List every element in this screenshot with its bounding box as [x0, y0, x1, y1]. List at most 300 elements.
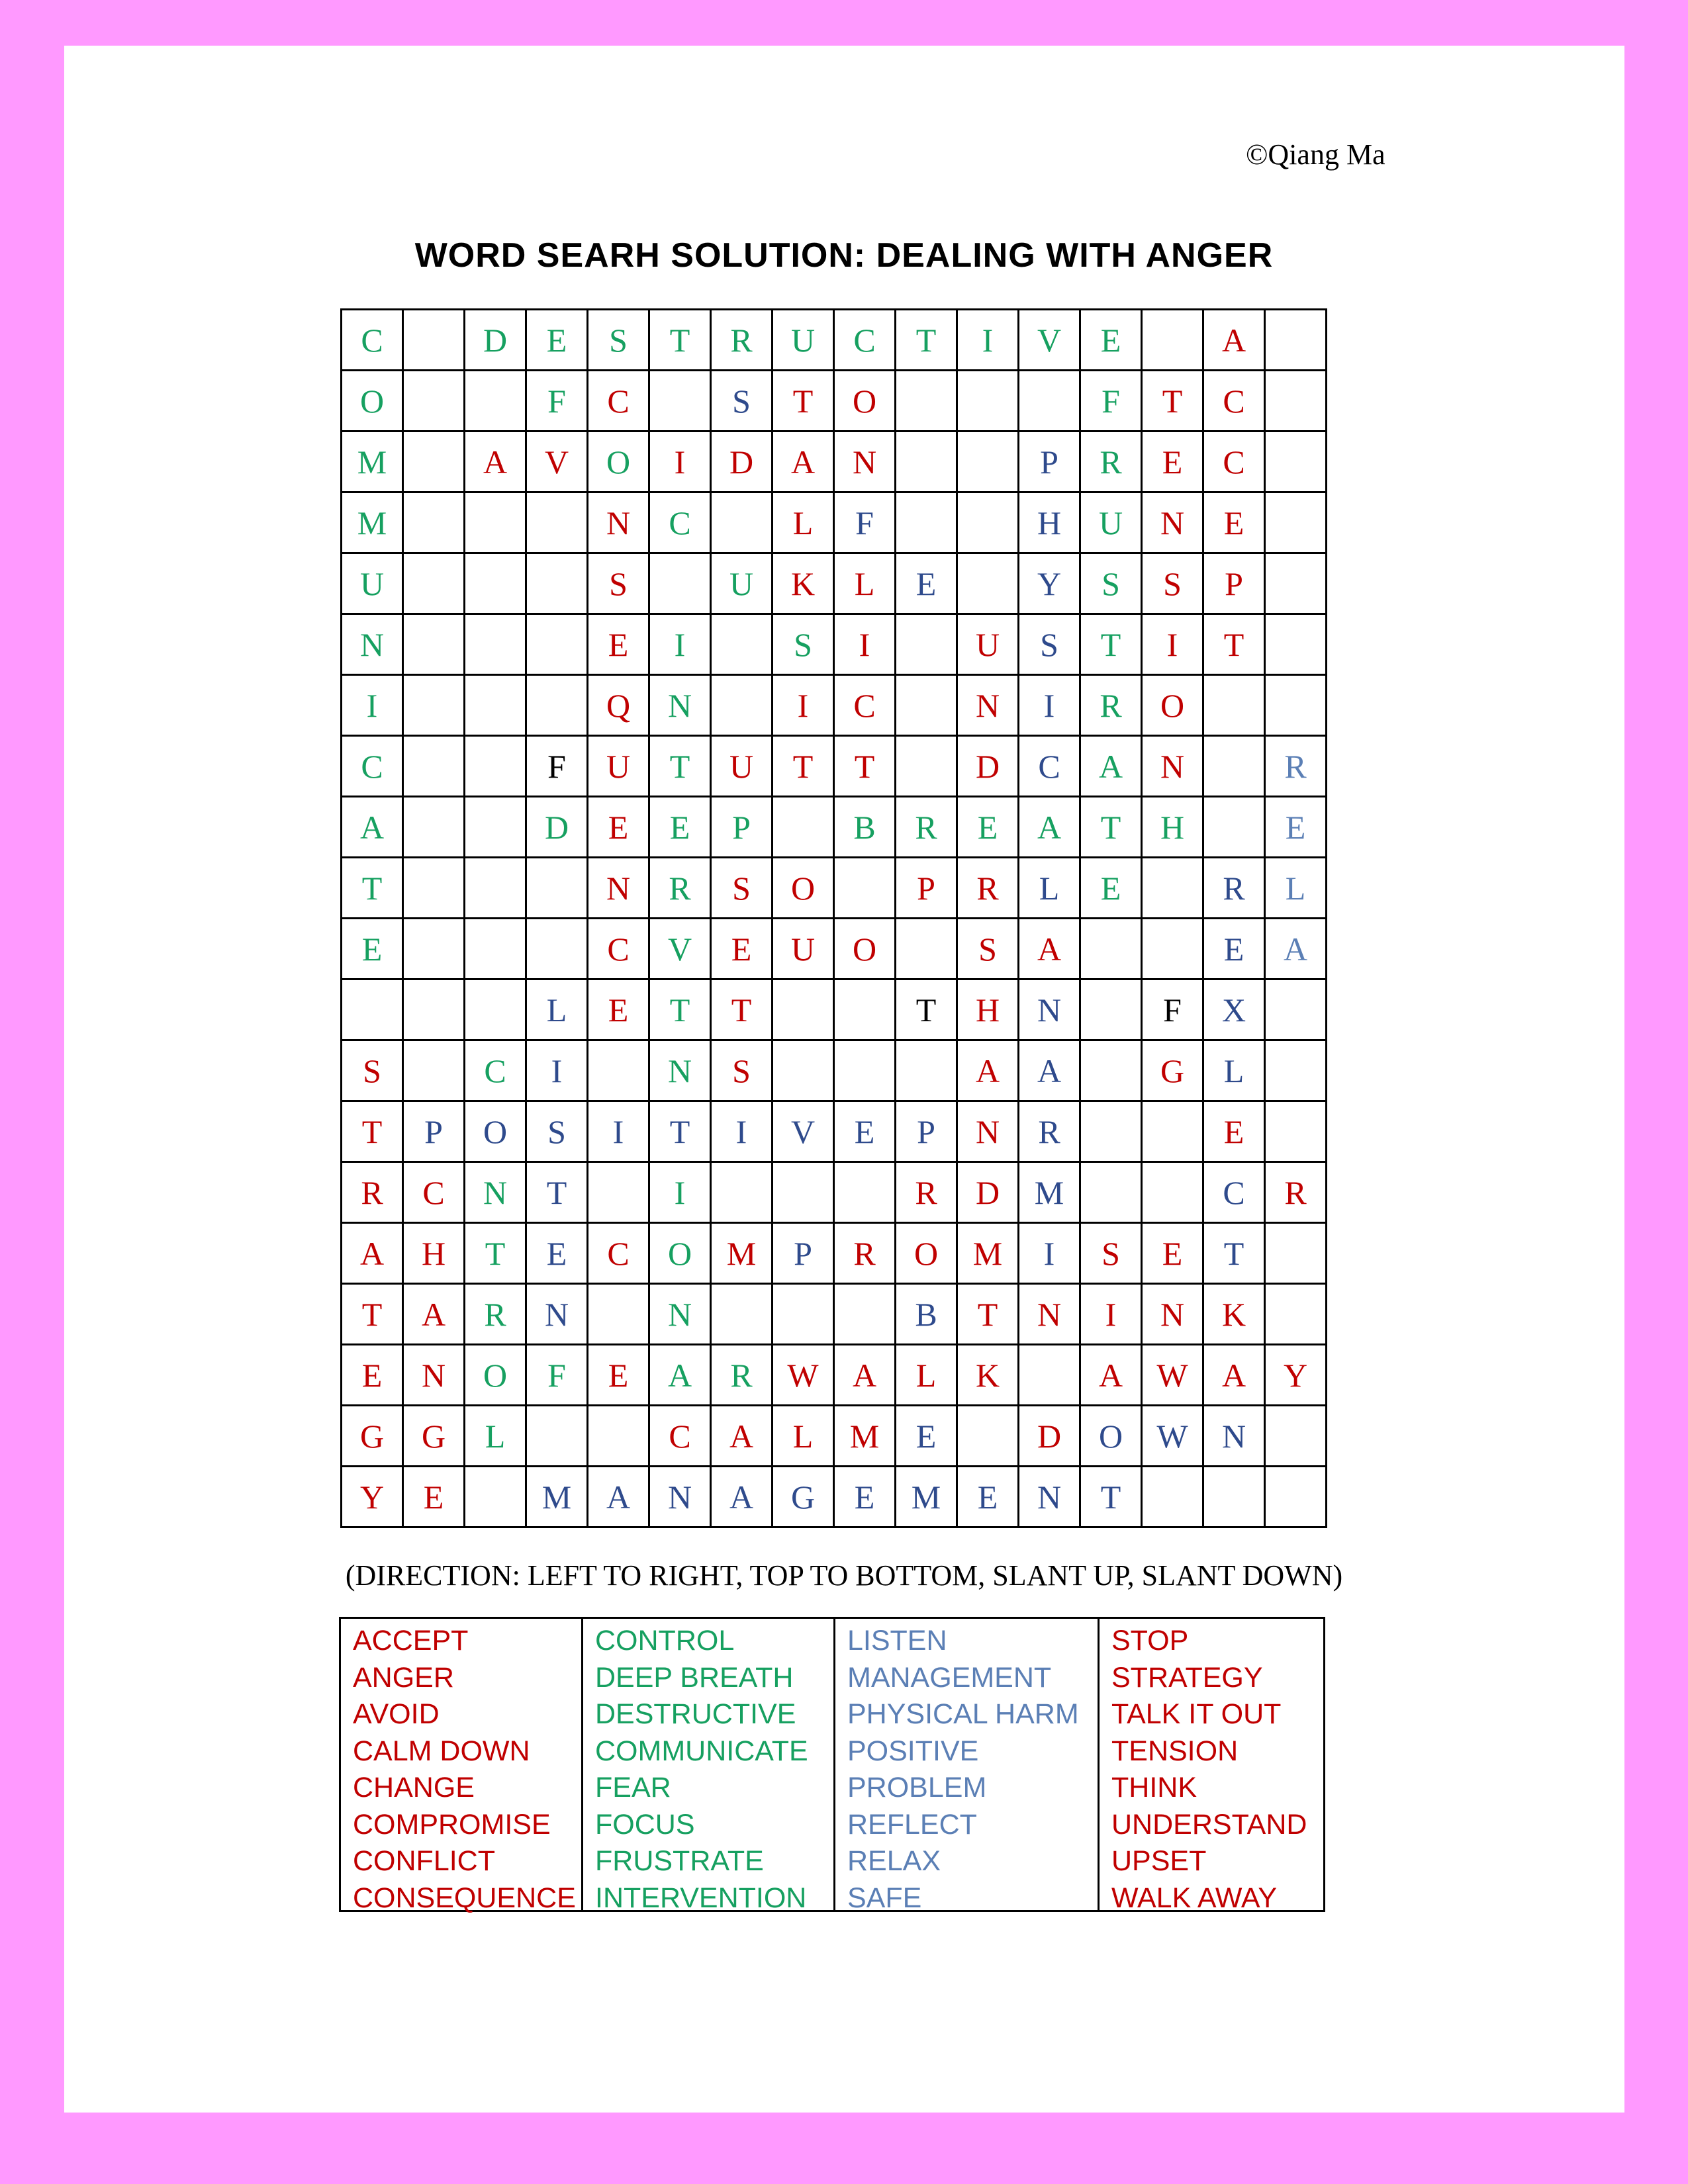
grid-cell: E [650, 797, 712, 858]
grid-cell [465, 858, 527, 919]
grid-cell [958, 371, 1019, 432]
grid-cell [1266, 615, 1327, 676]
grid-cell: C [650, 1406, 712, 1467]
grid-cell: T [1081, 797, 1143, 858]
word-list-column-1 [341, 1619, 583, 1914]
grid-cell: B [896, 1285, 958, 1345]
grid-cell: D [1019, 1406, 1081, 1467]
grid-cell: C [342, 310, 404, 371]
grid-cell: I [342, 676, 404, 737]
grid-cell: N [835, 432, 896, 493]
grid-cell: Q [588, 676, 650, 737]
grid-cell: O [1143, 676, 1204, 737]
grid-cell: I [527, 1041, 588, 1102]
grid-cell: I [650, 432, 712, 493]
grid-cell [1143, 1102, 1204, 1163]
grid-cell [465, 797, 527, 858]
grid-cell: R [1266, 1163, 1327, 1224]
grid-cell [465, 554, 527, 615]
grid-cell: W [1143, 1406, 1204, 1467]
grid-cell: I [588, 1102, 650, 1163]
grid-cell [404, 676, 465, 737]
grid-cell: S [773, 615, 835, 676]
word-item: ANGER [353, 1661, 454, 1694]
grid-cell: I [958, 310, 1019, 371]
grid-cell [404, 980, 465, 1041]
grid-cell: I [1081, 1285, 1143, 1345]
grid-cell: U [773, 310, 835, 371]
grid-cell [896, 371, 958, 432]
grid-cell [958, 1406, 1019, 1467]
grid-cell [1081, 1102, 1143, 1163]
grid-cell [1143, 858, 1204, 919]
grid-cell: T [1143, 371, 1204, 432]
word-item: CONFLICT [353, 1845, 495, 1877]
grid-cell [712, 493, 773, 554]
word-item: RELAX [847, 1845, 941, 1877]
grid-cell: N [650, 1467, 712, 1528]
grid-cell: L [465, 1406, 527, 1467]
grid-cell [404, 858, 465, 919]
grid-cell [1081, 980, 1143, 1041]
grid-cell: O [773, 858, 835, 919]
grid-cell: C [1019, 737, 1081, 797]
grid-cell: R [896, 797, 958, 858]
grid-cell: E [958, 1467, 1019, 1528]
grid-cell: E [527, 1224, 588, 1285]
grid-cell: A [588, 1467, 650, 1528]
grid-cell: T [1204, 615, 1266, 676]
grid-cell [1204, 1467, 1266, 1528]
grid-cell: C [650, 493, 712, 554]
grid-cell: I [1019, 1224, 1081, 1285]
grid-cell: P [1204, 554, 1266, 615]
grid-cell [835, 858, 896, 919]
grid-cell: T [342, 1102, 404, 1163]
grid-cell: A [1204, 1345, 1266, 1406]
grid-cell: R [958, 858, 1019, 919]
grid-cell: I [1143, 615, 1204, 676]
grid-cell [1266, 371, 1327, 432]
grid-cell: I [773, 676, 835, 737]
grid-cell: L [835, 554, 896, 615]
grid-cell: A [650, 1345, 712, 1406]
grid-cell: A [835, 1345, 896, 1406]
word-item: DEEP BREATH [595, 1661, 794, 1694]
grid-cell: R [1081, 432, 1143, 493]
grid-cell: I [712, 1102, 773, 1163]
grid-cell [1266, 432, 1327, 493]
grid-cell: T [650, 737, 712, 797]
grid-cell: S [1081, 554, 1143, 615]
grid-cell: E [896, 554, 958, 615]
grid-cell: E [835, 1467, 896, 1528]
grid-cell: Y [1266, 1345, 1327, 1406]
grid-cell: P [896, 858, 958, 919]
grid-cell: S [958, 919, 1019, 980]
grid-cell: S [1019, 615, 1081, 676]
grid-cell: N [1204, 1406, 1266, 1467]
grid-cell: C [404, 1163, 465, 1224]
grid-cell: I [650, 615, 712, 676]
grid-cell: E [896, 1406, 958, 1467]
grid-cell: L [773, 493, 835, 554]
grid-cell: O [835, 371, 896, 432]
grid-cell: A [1019, 797, 1081, 858]
grid-cell: S [588, 310, 650, 371]
grid-cell: S [712, 371, 773, 432]
grid-cell [1204, 737, 1266, 797]
grid-cell: O [896, 1224, 958, 1285]
grid-cell: C [1204, 432, 1266, 493]
grid-cell: N [1019, 1467, 1081, 1528]
grid-cell: E [1204, 919, 1266, 980]
grid-cell: E [1204, 1102, 1266, 1163]
word-item: PROBLEM [847, 1772, 987, 1803]
grid-cell [1266, 554, 1327, 615]
grid-cell: A [404, 1285, 465, 1345]
grid-cell [1081, 919, 1143, 980]
grid-cell: A [1081, 1345, 1143, 1406]
grid-cell: P [712, 797, 773, 858]
grid-cell [465, 371, 527, 432]
grid-cell: R [712, 310, 773, 371]
grid-cell: H [1019, 493, 1081, 554]
grid-cell [1143, 919, 1204, 980]
grid-cell: H [404, 1224, 465, 1285]
grid-cell: O [650, 1224, 712, 1285]
grid-cell [1266, 1041, 1327, 1102]
grid-cell [1266, 676, 1327, 737]
grid-cell [465, 676, 527, 737]
grid-cell: N [650, 1041, 712, 1102]
grid-cell [404, 797, 465, 858]
grid-cell [527, 493, 588, 554]
grid-cell [1204, 676, 1266, 737]
grid-cell [835, 1163, 896, 1224]
grid-cell [712, 676, 773, 737]
grid-cell: O [342, 371, 404, 432]
grid-cell [712, 1285, 773, 1345]
grid-cell: E [342, 1345, 404, 1406]
grid-cell [1266, 1224, 1327, 1285]
grid-cell [404, 493, 465, 554]
grid-cell [404, 371, 465, 432]
grid-cell [527, 919, 588, 980]
grid-cell [342, 980, 404, 1041]
grid-cell: S [342, 1041, 404, 1102]
grid-cell: G [404, 1406, 465, 1467]
grid-cell: T [1081, 615, 1143, 676]
page-title: WORD SEARH SOLUTION: DEALING WITH ANGER [414, 236, 1274, 275]
grid-cell: C [342, 737, 404, 797]
grid-cell [1143, 1467, 1204, 1528]
grid-cell [773, 1163, 835, 1224]
grid-cell: A [342, 797, 404, 858]
grid-cell: T [896, 980, 958, 1041]
grid-cell: S [712, 1041, 773, 1102]
grid-cell: U [773, 919, 835, 980]
grid-cell: I [650, 1163, 712, 1224]
grid-cell: O [465, 1102, 527, 1163]
grid-cell [1266, 493, 1327, 554]
grid-cell: P [404, 1102, 465, 1163]
grid-cell: E [588, 615, 650, 676]
grid-cell [465, 737, 527, 797]
grid-cell: E [1081, 858, 1143, 919]
grid-cell: U [1081, 493, 1143, 554]
grid-cell: H [958, 980, 1019, 1041]
grid-cell [896, 676, 958, 737]
grid-cell [527, 554, 588, 615]
grid-cell: E [1143, 432, 1204, 493]
grid-cell: U [712, 737, 773, 797]
grid-cell [404, 432, 465, 493]
grid-cell: R [650, 858, 712, 919]
grid-cell: R [835, 1224, 896, 1285]
word-item: POSITIVE [847, 1735, 979, 1767]
grid-cell: M [342, 432, 404, 493]
grid-cell: E [588, 797, 650, 858]
grid-cell: A [1019, 919, 1081, 980]
grid-cell [773, 1285, 835, 1345]
grid-cell: A [465, 432, 527, 493]
grid-cell: C [465, 1041, 527, 1102]
grid-cell: U [712, 554, 773, 615]
grid-cell [1081, 1041, 1143, 1102]
grid-cell [404, 919, 465, 980]
grid-cell: E [1081, 310, 1143, 371]
word-item: CALM DOWN [353, 1735, 530, 1767]
grid-cell [1266, 1467, 1327, 1528]
word-item: STRATEGY [1111, 1661, 1263, 1694]
word-item: TALK IT OUT [1111, 1698, 1282, 1730]
grid-cell: M [896, 1467, 958, 1528]
direction-note: (DIRECTION: LEFT TO RIGHT, TOP TO BOTTOM, SLANT UP, SLANT DOWN) [345, 1559, 1343, 1592]
grid-cell: E [712, 919, 773, 980]
grid-cell [404, 615, 465, 676]
grid-cell: S [712, 858, 773, 919]
grid-cell [1266, 310, 1327, 371]
grid-cell: E [342, 919, 404, 980]
word-item: SAFE [847, 1882, 922, 1914]
grid-cell: V [773, 1102, 835, 1163]
grid-cell: T [342, 858, 404, 919]
grid-cell: D [712, 432, 773, 493]
grid-cell: R [1081, 676, 1143, 737]
grid-cell: F [835, 493, 896, 554]
grid-cell: R [1019, 1102, 1081, 1163]
grid-cell: L [527, 980, 588, 1041]
grid-cell: R [712, 1345, 773, 1406]
grid-cell [588, 1285, 650, 1345]
word-item: COMPROMISE [353, 1808, 551, 1841]
grid-cell: M [342, 493, 404, 554]
word-item: UPSET [1111, 1845, 1207, 1877]
grid-cell [527, 1406, 588, 1467]
grid-cell: T [650, 980, 712, 1041]
grid-cell: V [650, 919, 712, 980]
word-item: FRUSTRATE [595, 1845, 764, 1877]
grid-cell: K [773, 554, 835, 615]
word-item: FOCUS [595, 1808, 695, 1841]
grid-cell: G [1143, 1041, 1204, 1102]
grid-cell [773, 980, 835, 1041]
grid-cell [712, 1163, 773, 1224]
grid-cell: T [896, 310, 958, 371]
grid-cell: N [404, 1345, 465, 1406]
grid-cell [835, 980, 896, 1041]
grid-cell: N [650, 1285, 712, 1345]
word-item: WALK AWAY [1111, 1882, 1278, 1914]
grid-cell [650, 554, 712, 615]
grid-cell [1019, 1345, 1081, 1406]
grid-cell: A [1081, 737, 1143, 797]
grid-cell: G [773, 1467, 835, 1528]
grid-cell [896, 432, 958, 493]
grid-cell [404, 310, 465, 371]
grid-cell: P [773, 1224, 835, 1285]
grid-cell: X [1204, 980, 1266, 1041]
word-search-grid [340, 308, 1327, 1528]
grid-cell [896, 919, 958, 980]
grid-cell [527, 858, 588, 919]
grid-cell [527, 676, 588, 737]
word-item: UNDERSTAND [1111, 1808, 1307, 1841]
grid-cell: M [958, 1224, 1019, 1285]
grid-cell [404, 1041, 465, 1102]
grid-cell [527, 615, 588, 676]
grid-cell: T [465, 1224, 527, 1285]
grid-cell: N [588, 493, 650, 554]
grid-cell: N [958, 1102, 1019, 1163]
word-list-column-4 [1100, 1619, 1323, 1914]
grid-cell: U [958, 615, 1019, 676]
grid-cell: N [588, 858, 650, 919]
grid-cell: T [527, 1163, 588, 1224]
grid-cell: E [835, 1102, 896, 1163]
grid-cell: R [1204, 858, 1266, 919]
grid-cell: E [527, 310, 588, 371]
grid-cell: T [958, 1285, 1019, 1345]
grid-cell [650, 371, 712, 432]
grid-cell: Y [1019, 554, 1081, 615]
grid-cell: E [1204, 493, 1266, 554]
copyright-notice: ©Qiang Ma [1246, 138, 1385, 171]
grid-cell [588, 1041, 650, 1102]
word-list-column-3 [835, 1619, 1100, 1914]
grid-cell: E [404, 1467, 465, 1528]
grid-cell: F [527, 1345, 588, 1406]
grid-cell [835, 1285, 896, 1345]
grid-cell [1266, 1285, 1327, 1345]
grid-cell [896, 493, 958, 554]
word-item: AVOID [353, 1698, 440, 1730]
grid-cell: S [527, 1102, 588, 1163]
grid-cell: L [896, 1345, 958, 1406]
grid-cell: C [588, 371, 650, 432]
grid-cell: N [1019, 980, 1081, 1041]
grid-cell: P [896, 1102, 958, 1163]
grid-cell [465, 980, 527, 1041]
grid-cell: R [342, 1163, 404, 1224]
grid-cell: A [342, 1224, 404, 1285]
grid-cell: A [958, 1041, 1019, 1102]
grid-cell: G [342, 1406, 404, 1467]
word-item: THINK [1111, 1772, 1197, 1803]
word-list-column-2 [583, 1619, 835, 1914]
grid-cell: T [1204, 1224, 1266, 1285]
grid-cell: T [650, 1102, 712, 1163]
grid-cell: Y [342, 1467, 404, 1528]
grid-cell [465, 493, 527, 554]
word-item: LISTEN [847, 1625, 947, 1657]
grid-cell: O [465, 1345, 527, 1406]
grid-cell: F [1143, 980, 1204, 1041]
grid-cell: I [835, 615, 896, 676]
grid-cell: T [342, 1285, 404, 1345]
grid-cell: L [1204, 1041, 1266, 1102]
grid-cell: V [1019, 310, 1081, 371]
grid-cell: D [958, 1163, 1019, 1224]
grid-cell: A [1019, 1041, 1081, 1102]
grid-cell [465, 615, 527, 676]
grid-cell: C [835, 676, 896, 737]
word-item: COMMUNICATE [595, 1735, 808, 1767]
grid-cell [404, 737, 465, 797]
grid-cell [1266, 1102, 1327, 1163]
grid-cell: C [1204, 371, 1266, 432]
grid-cell: E [588, 980, 650, 1041]
grid-cell: N [958, 676, 1019, 737]
grid-cell: T [650, 310, 712, 371]
grid-cell [896, 737, 958, 797]
grid-cell: N [1143, 737, 1204, 797]
word-item: DESTRUCTIVE [595, 1698, 796, 1730]
grid-cell: N [527, 1285, 588, 1345]
grid-cell: N [650, 676, 712, 737]
grid-cell: T [773, 737, 835, 797]
word-item: STOP [1111, 1625, 1189, 1657]
grid-cell: C [588, 919, 650, 980]
grid-cell: S [1143, 554, 1204, 615]
grid-cell [465, 919, 527, 980]
grid-cell: T [712, 980, 773, 1041]
grid-cell: N [1143, 1285, 1204, 1345]
grid-cell: N [465, 1163, 527, 1224]
grid-cell: L [1266, 858, 1327, 919]
word-item: CHANGE [353, 1772, 475, 1803]
grid-cell: C [1204, 1163, 1266, 1224]
grid-cell [958, 554, 1019, 615]
grid-cell: I [1019, 676, 1081, 737]
grid-cell: E [1266, 797, 1327, 858]
grid-cell: K [958, 1345, 1019, 1406]
grid-cell [896, 615, 958, 676]
grid-cell: L [773, 1406, 835, 1467]
grid-cell [1266, 1406, 1327, 1467]
grid-cell: O [1081, 1406, 1143, 1467]
word-item: CONSEQUENCE [353, 1882, 576, 1914]
grid-cell: B [835, 797, 896, 858]
grid-cell [1081, 1163, 1143, 1224]
grid-cell [712, 615, 773, 676]
grid-cell: W [773, 1345, 835, 1406]
grid-cell: K [1204, 1285, 1266, 1345]
grid-cell [958, 432, 1019, 493]
grid-cell [465, 1467, 527, 1528]
grid-cell: U [342, 554, 404, 615]
